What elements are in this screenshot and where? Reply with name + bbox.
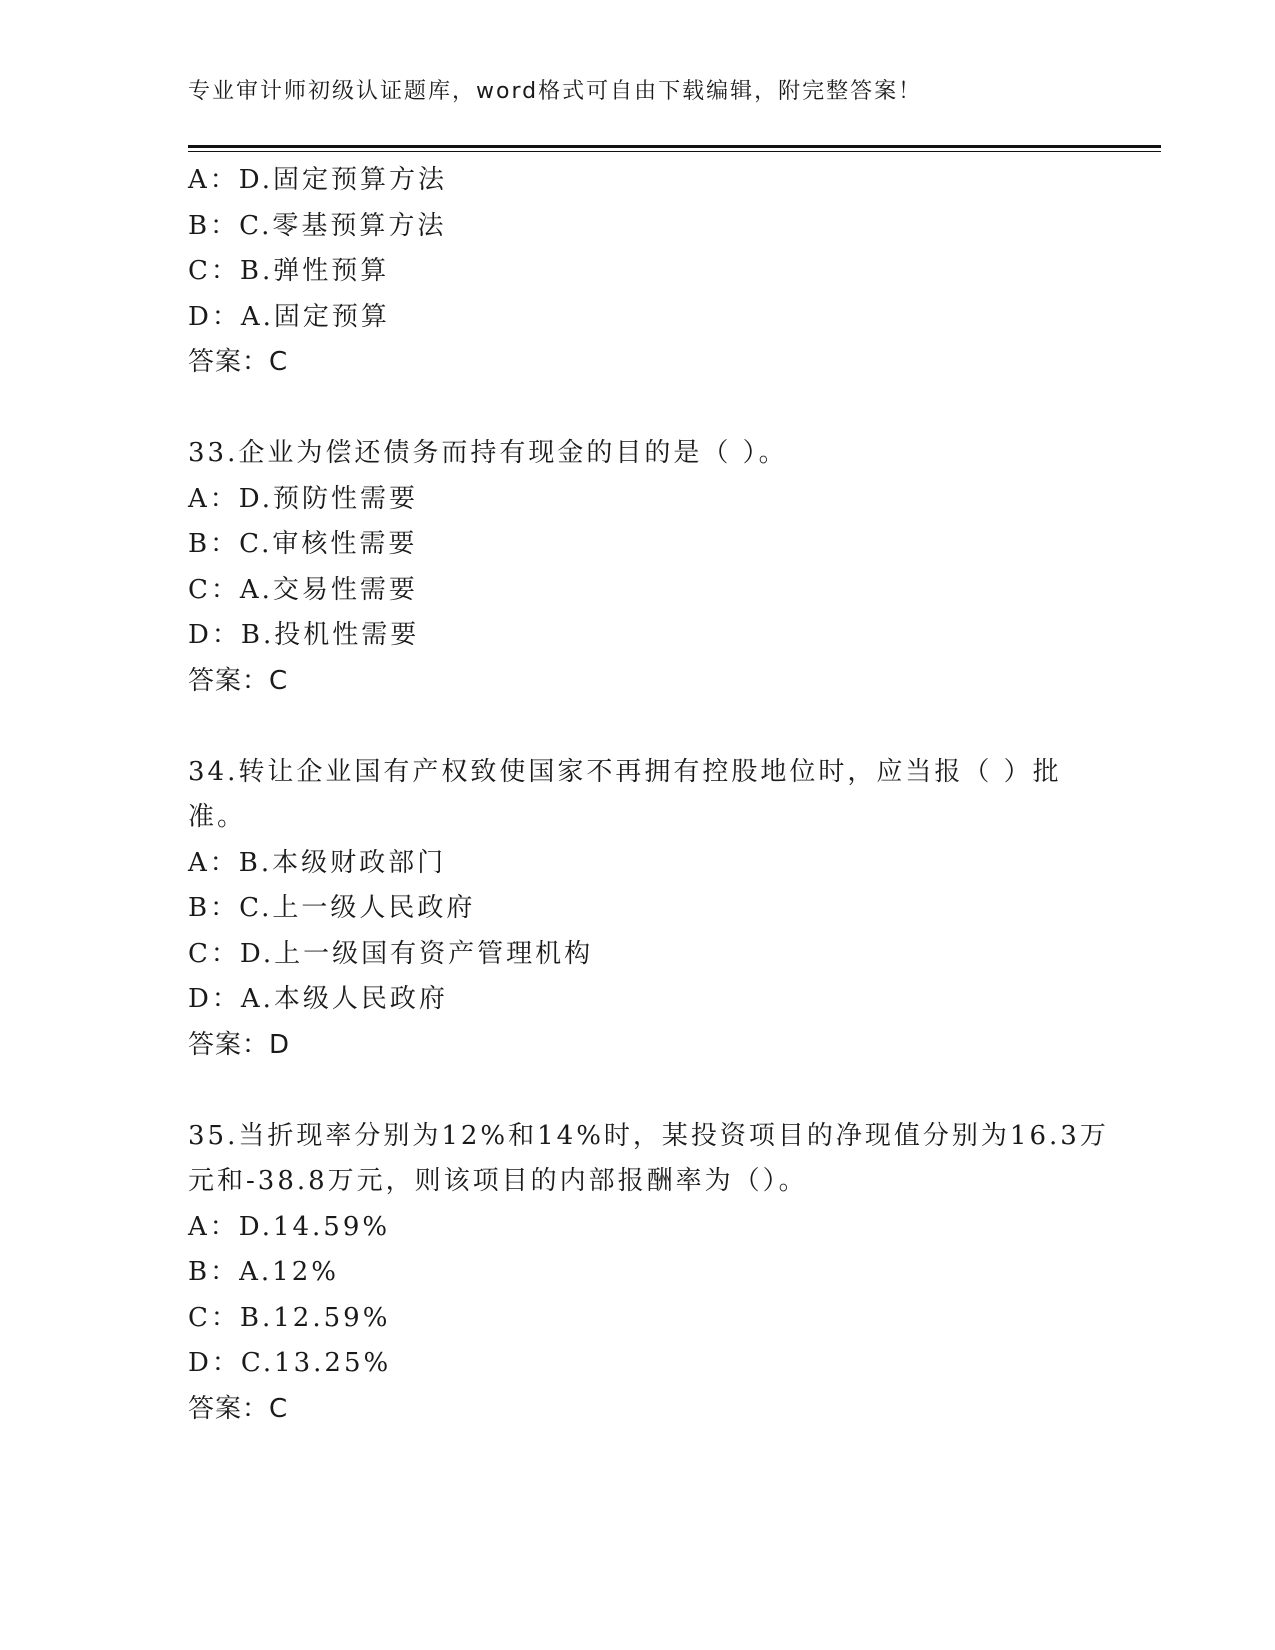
- option-a: A：B.本级财政部门: [188, 847, 447, 878]
- option-b: B：A.12%: [188, 1257, 339, 1287]
- spacer: [188, 704, 1088, 750]
- answer-line: 答案：D: [188, 1029, 291, 1060]
- option-d: D：C.13.25%: [188, 1348, 392, 1378]
- option-b: B：C.上一级人民政府: [188, 893, 476, 923]
- option-c: C：B.12.59%: [188, 1302, 391, 1333]
- option-d: D：A.固定预算: [188, 301, 390, 332]
- option-b: B：C.审核性需要: [188, 529, 418, 559]
- option-c: C：B.弹性预算: [188, 256, 390, 286]
- spacer: [188, 1068, 1088, 1114]
- question-33: [188, 431, 1088, 704]
- answer-line: 答案：C: [188, 347, 289, 377]
- option-c: C：D.上一级国有资产管理机构: [188, 938, 594, 969]
- question-34: [188, 750, 1088, 1069]
- answer-line: 答案：C: [188, 1393, 289, 1424]
- page-header: 专业审计师初级认证题库，word格式可自由下载编辑，附完整答案！: [188, 79, 923, 104]
- header-divider: [188, 145, 1161, 152]
- option-d: D：A.本级人民政府: [188, 984, 448, 1014]
- spacer: [188, 386, 1088, 432]
- option-a: A：D.预防性需要: [188, 483, 418, 514]
- question-32-tail: [188, 158, 1088, 386]
- option-a: A：D.14.59%: [188, 1211, 391, 1242]
- option-a: A：D.固定预算方法: [188, 165, 447, 195]
- question-stem: 35.当折现率分别为12%和14%时，某投资项目的净现值分别为16.3万: [188, 1120, 1109, 1151]
- option-d: D：B.投机性需要: [188, 620, 420, 650]
- question-list: [188, 158, 1109, 1432]
- question-stem-cont: 准。: [188, 802, 247, 832]
- answer-line: 答案：C: [188, 665, 289, 696]
- option-b: B：C.零基预算方法: [188, 210, 447, 241]
- question-35: [188, 1114, 1109, 1433]
- question-stem-cont: 元和-38.8万元，则该项目的内部报酬率为（）。: [188, 1166, 808, 1196]
- question-stem: 33.企业为偿还债务而持有现金的目的是（ ）。: [188, 438, 788, 468]
- question-stem: 34.转让企业国有产权致使国家不再拥有控股地位时，应当报（ ）批: [188, 756, 1062, 787]
- option-c: C：A.交易性需要: [188, 574, 418, 605]
